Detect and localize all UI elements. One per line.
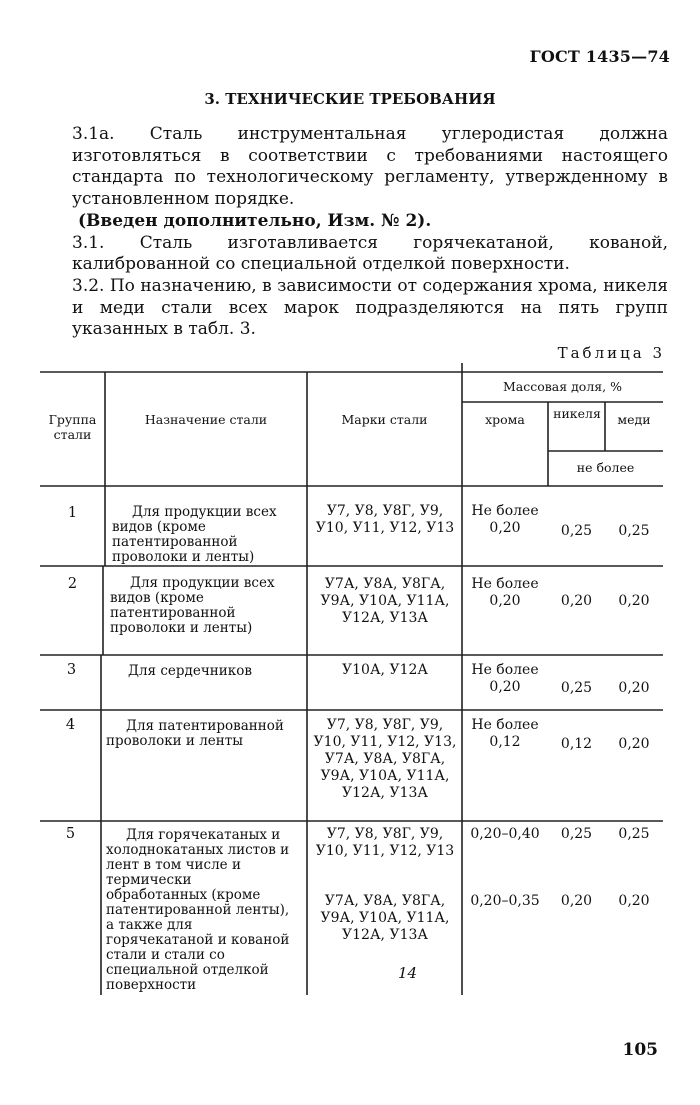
- row-1-grades: У7, У8, У8Г, У9, У10, У11, У12, У13: [315, 503, 455, 536]
- row-2-copper: 0,20: [618, 593, 650, 609]
- header-group: Группа стали: [48, 412, 97, 442]
- header-mass-fraction: Массовая доля, %: [502, 379, 622, 394]
- row-1-copper: 0,25: [618, 523, 650, 539]
- paragraph-3-1a-note: (Введен дополнительно, Изм. № 2).: [78, 210, 432, 231]
- row-4-copper: 0,20: [618, 736, 650, 752]
- row-2-group: 2: [67, 576, 78, 592]
- header-grades: Марки стали: [341, 412, 428, 427]
- header-copper: меди: [617, 412, 651, 427]
- row-5-chromium-b: 0,20–0,35: [470, 893, 540, 909]
- header-chromium: хрома: [485, 412, 525, 427]
- row-4-group: 4: [65, 717, 76, 733]
- row-4-grades: У7, У8, У8Г, У9, У10, У11, У12, У13, У7А, У8А, У8ГА, У9А, У10А, У11А, У12А, У13А: [313, 717, 457, 801]
- row-3-group: 3: [66, 662, 77, 678]
- section-title: 3. ТЕХНИЧЕСКИЕ ТРЕБОВАНИЯ: [204, 90, 496, 108]
- header-purpose: Назначение стали: [144, 412, 268, 427]
- row-2-chromium: Не более 0,20: [471, 576, 539, 609]
- header-max: не более: [576, 460, 635, 475]
- row-3-purpose: Для сердечников: [128, 663, 252, 679]
- stamp-mark: 14: [398, 964, 418, 982]
- page-number: 105: [622, 1040, 658, 1060]
- row-4-chromium: Не более 0,12: [471, 717, 539, 750]
- row-5-grades-b: У7А, У8А, У8ГА, У9А, У10А, У11А, У12А, У13А: [320, 893, 450, 943]
- paragraph-3-1a: 3.1а. Сталь инструментальная углеродистая должна изготовляться в соответствии с требованиями настоящего стандарта по технологическому регламенту, утвержденному в установленном порядке.: [72, 124, 668, 210]
- row-5-nickel-a: 0,25: [560, 826, 593, 842]
- row-5-nickel-b: 0,20: [560, 893, 593, 909]
- row-5-purpose: Для горячекатаных и холоднокатаных листов и лент в том числе и термически обработанных (кроме патентированной ленты), а также для горячекатаной и кованой стали и стали со специальной отделкой поверхности: [106, 827, 290, 993]
- row-2-nickel: 0,20: [560, 593, 593, 609]
- row-1-nickel: 0,25: [560, 523, 593, 539]
- row-5-chromium-a: 0,20–0,40: [470, 826, 540, 842]
- row-4-nickel: 0,12: [560, 736, 593, 752]
- row-2-purpose: Для продукции всех видов (кроме патентированной проволоки и ленты): [110, 575, 275, 636]
- header-nickel: никеля: [553, 406, 601, 421]
- row-3-chromium: Не более 0,20: [471, 662, 539, 695]
- standard-header: ГОСТ 1435—74: [529, 47, 670, 66]
- row-5-copper-a: 0,25: [618, 826, 650, 842]
- row-5-grades-a: У7, У8, У8Г, У9, У10, У11, У12, У13: [315, 826, 455, 859]
- paragraph-3-1: 3.1. Сталь изготавливается горячекатаной, кованой, калиброванной со специальной отделкой поверхности.: [72, 232, 668, 275]
- row-2-grades: У7А, У8А, У8ГА, У9А, У10А, У11А, У12А, У13А: [320, 576, 450, 626]
- row-3-copper: 0,20: [618, 680, 650, 696]
- row-4-purpose: Для патентированной проволоки и ленты: [106, 718, 284, 749]
- row-5-group: 5: [65, 826, 76, 842]
- row-1-purpose: Для продукции всех видов (кроме патентированной проволоки и ленты): [112, 504, 277, 565]
- row-1-chromium: Не более 0,20: [471, 503, 539, 536]
- table-caption: Таблица 3: [557, 344, 665, 362]
- row-3-nickel: 0,25: [560, 680, 593, 696]
- row-1-group: 1: [67, 505, 78, 521]
- row-3-grades: У10А, У12А: [342, 662, 428, 678]
- row-5-copper-b: 0,20: [618, 893, 650, 909]
- paragraph-3-2: 3.2. По назначению, в зависимости от содержания хрома, никеля и меди стали всех марок подразделяются на пять групп указанных в табл. 3.: [72, 275, 668, 340]
